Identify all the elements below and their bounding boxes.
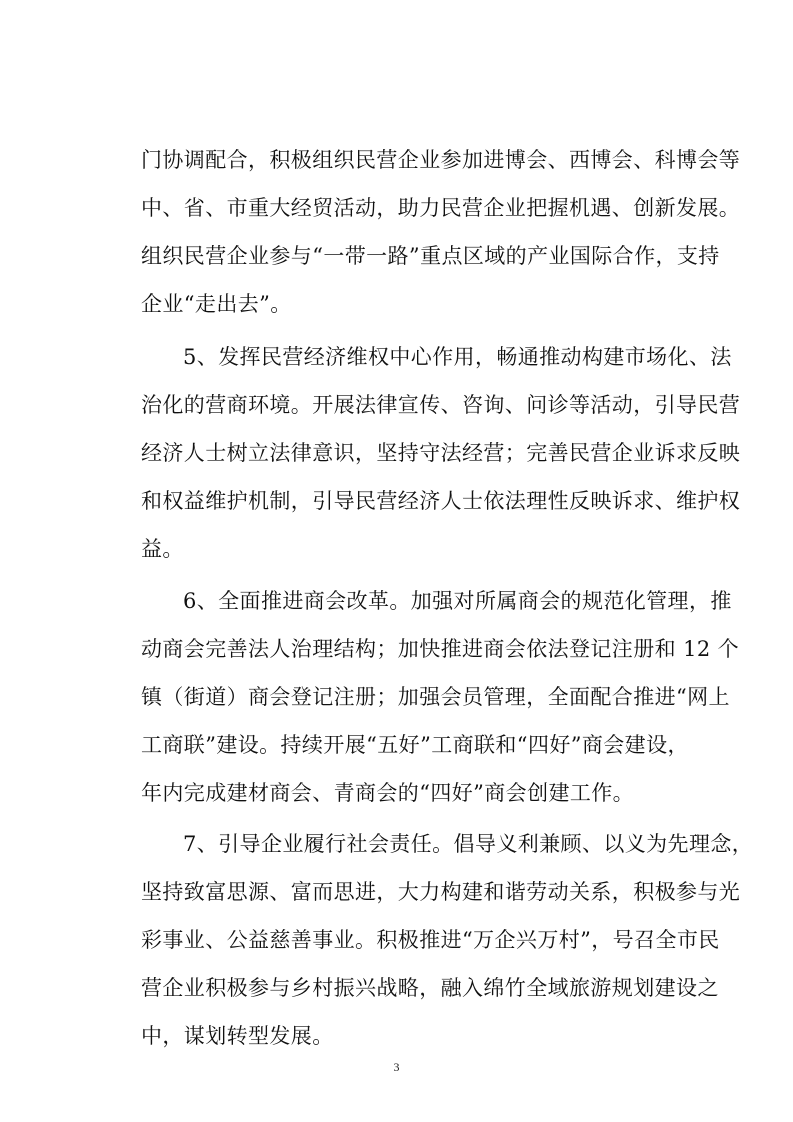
text-line: 彩事业、公益慈善事业。积极推进“万企兴万村”，号召全市民 <box>141 928 720 952</box>
text-line: 企业“走出去”。 <box>141 292 292 316</box>
text-line: 镇（街道）商会登记注册；加强会员管理，全面配合推进“网上 <box>141 685 730 709</box>
text-line: 益。 <box>141 537 184 561</box>
text-line: 门协调配合，积极组织民营企业参加进博会、西博会、科博会等 <box>141 148 741 172</box>
text-line: 工商联”建设。持续开展“五好”工商联和“四好”商会建设， <box>141 733 689 757</box>
text-line: 治化的营商环境。开展法律宣传、咨询、问诊等活动，引导民营 <box>141 393 741 417</box>
text-line: 中，谋划转型发展。 <box>141 1024 334 1048</box>
text-line: 动商会完善法人治理结构；加快推进商会依法登记注册和 12 个 <box>141 637 740 661</box>
text-line: 坚持致富思源、富而思进，大力构建和谐劳动关系，积极参与光 <box>141 880 741 904</box>
text-line: 5、发挥民营经济维权中心作用，畅通推动构建市场化、法 <box>183 345 732 369</box>
text-line: 6、全面推进商会改革。加强对所属商会的规范化管理，推 <box>183 589 732 613</box>
page-number: 3 <box>393 1060 400 1074</box>
text-line: 中、省、市重大经贸活动，助力民营企业把握机遇、创新发展。 <box>141 196 741 220</box>
text-line: 年内完成建材商会、青商会的“四好”商会创建工作。 <box>141 781 635 805</box>
text-line: 营企业积极参与乡村振兴战略，融入绵竹全域旅游规划建设之 <box>141 976 719 1000</box>
text-line: 7、引导企业履行社会责任。倡导义利兼顾、以义为先理念， <box>183 832 754 856</box>
text-line: 和权益维护机制，引导民营经济人士依法理性反映诉求、维护权 <box>141 489 741 513</box>
text-line: 组织民营企业参与“一带一路”重点区域的产业国际合作，支持 <box>141 244 720 268</box>
text-line: 经济人士树立法律意识，坚持守法经营；完善民营企业诉求反映 <box>141 441 741 465</box>
